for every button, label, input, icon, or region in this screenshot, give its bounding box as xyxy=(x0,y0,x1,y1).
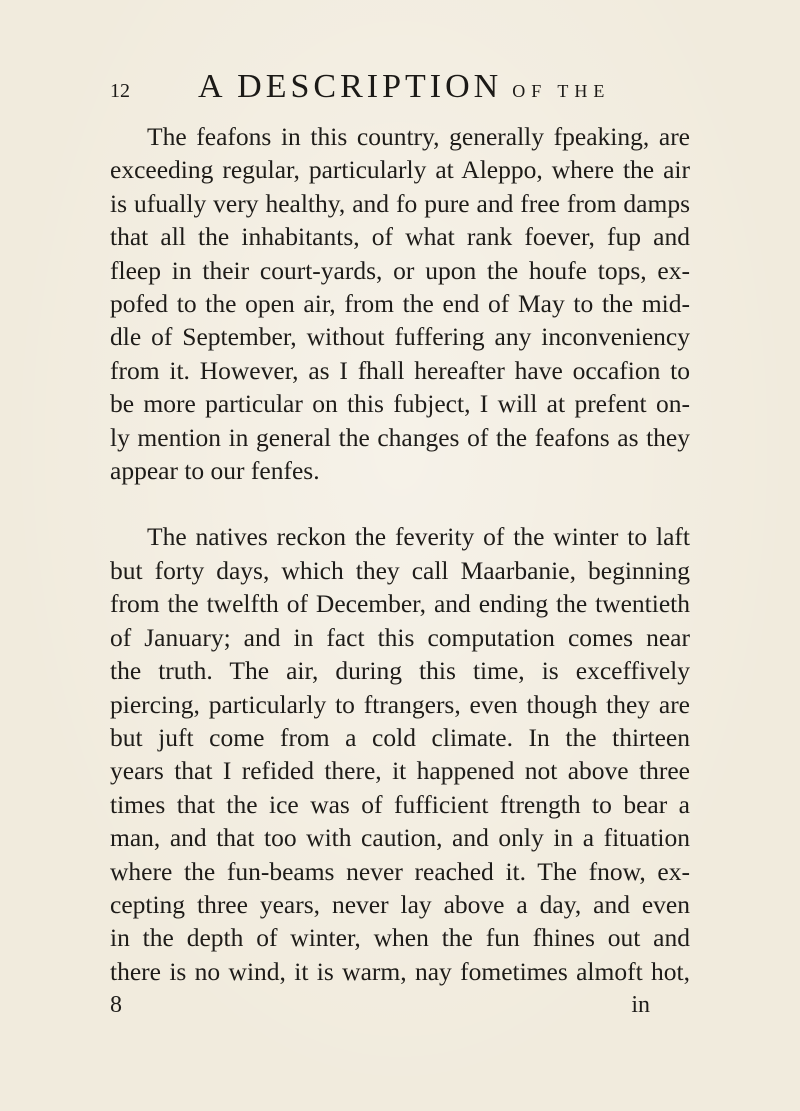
text-line: is ufually very healthy, and fo pure and free from damps xyxy=(110,188,690,218)
text-line: in the depth of winter, when the fun fhines out and xyxy=(110,923,690,953)
text-line: piercing, particularly to ftrangers, even though they are xyxy=(110,689,690,719)
paragraph-2 xyxy=(110,520,690,988)
signature-mark: 8 xyxy=(110,992,122,1018)
text-line: times that the ice was of fufficient ftrength to bear a xyxy=(110,789,690,819)
running-head-small: OF THE xyxy=(512,81,611,101)
catchword: in xyxy=(631,992,650,1018)
text-line: man, and that too with caution, and only in a fituation xyxy=(110,823,690,853)
running-head-main: A DESCRIPTION xyxy=(198,68,503,105)
text-line: of January; and in fact this computation comes near xyxy=(110,622,690,652)
text-line: dle of September, without fuffering any inconveniency xyxy=(110,322,690,352)
running-head xyxy=(198,68,610,106)
text-line: that all the inhabitants, of what rank foever, fup and xyxy=(110,222,690,252)
text-line: appear to our fenfes. xyxy=(110,456,320,486)
text-line: be more particular on this fubject, I will at prefent on- xyxy=(110,389,690,419)
text-line: pofed to the open air, from the end of May to the mid- xyxy=(110,289,690,319)
text-line: ly mention in general the changes of the feafons as they xyxy=(110,422,690,452)
page-number: 12 xyxy=(110,80,130,102)
text-line: fleep in their court-yards, or upon the houfe tops, ex- xyxy=(110,255,690,285)
page-footer xyxy=(110,992,650,1022)
text-line: but juft come from a cold climate. In the thirteen xyxy=(110,722,690,752)
text-line: The feafons in this country, generally fpeaking, are xyxy=(147,122,690,151)
text-line: cepting three years, never lay above a day, and even xyxy=(110,889,690,919)
paragraph-1 xyxy=(110,120,690,487)
text-line: there is no wind, it is warm, nay fometimes almoft hot, xyxy=(110,956,690,986)
text-line: where the fun-beams never reached it. The fnow, ex- xyxy=(110,856,690,886)
text-line: the truth. The air, during this time, is exceffively xyxy=(110,656,690,686)
text-line: The natives reckon the feverity of the winter to laft xyxy=(147,522,690,552)
text-line: from it. However, as I fhall hereafter have occafion to xyxy=(110,355,690,385)
text-line: but forty days, which they call Maarbanie, beginning xyxy=(110,555,690,585)
body-text xyxy=(110,120,690,988)
text-line: from the twelfth of December, and ending the twentieth xyxy=(110,589,690,619)
text-line: exceeding regular, particularly at Aleppo, where the air xyxy=(110,155,690,185)
page-header xyxy=(110,68,710,108)
text-line: years that I refided there, it happened not above three xyxy=(110,756,690,786)
